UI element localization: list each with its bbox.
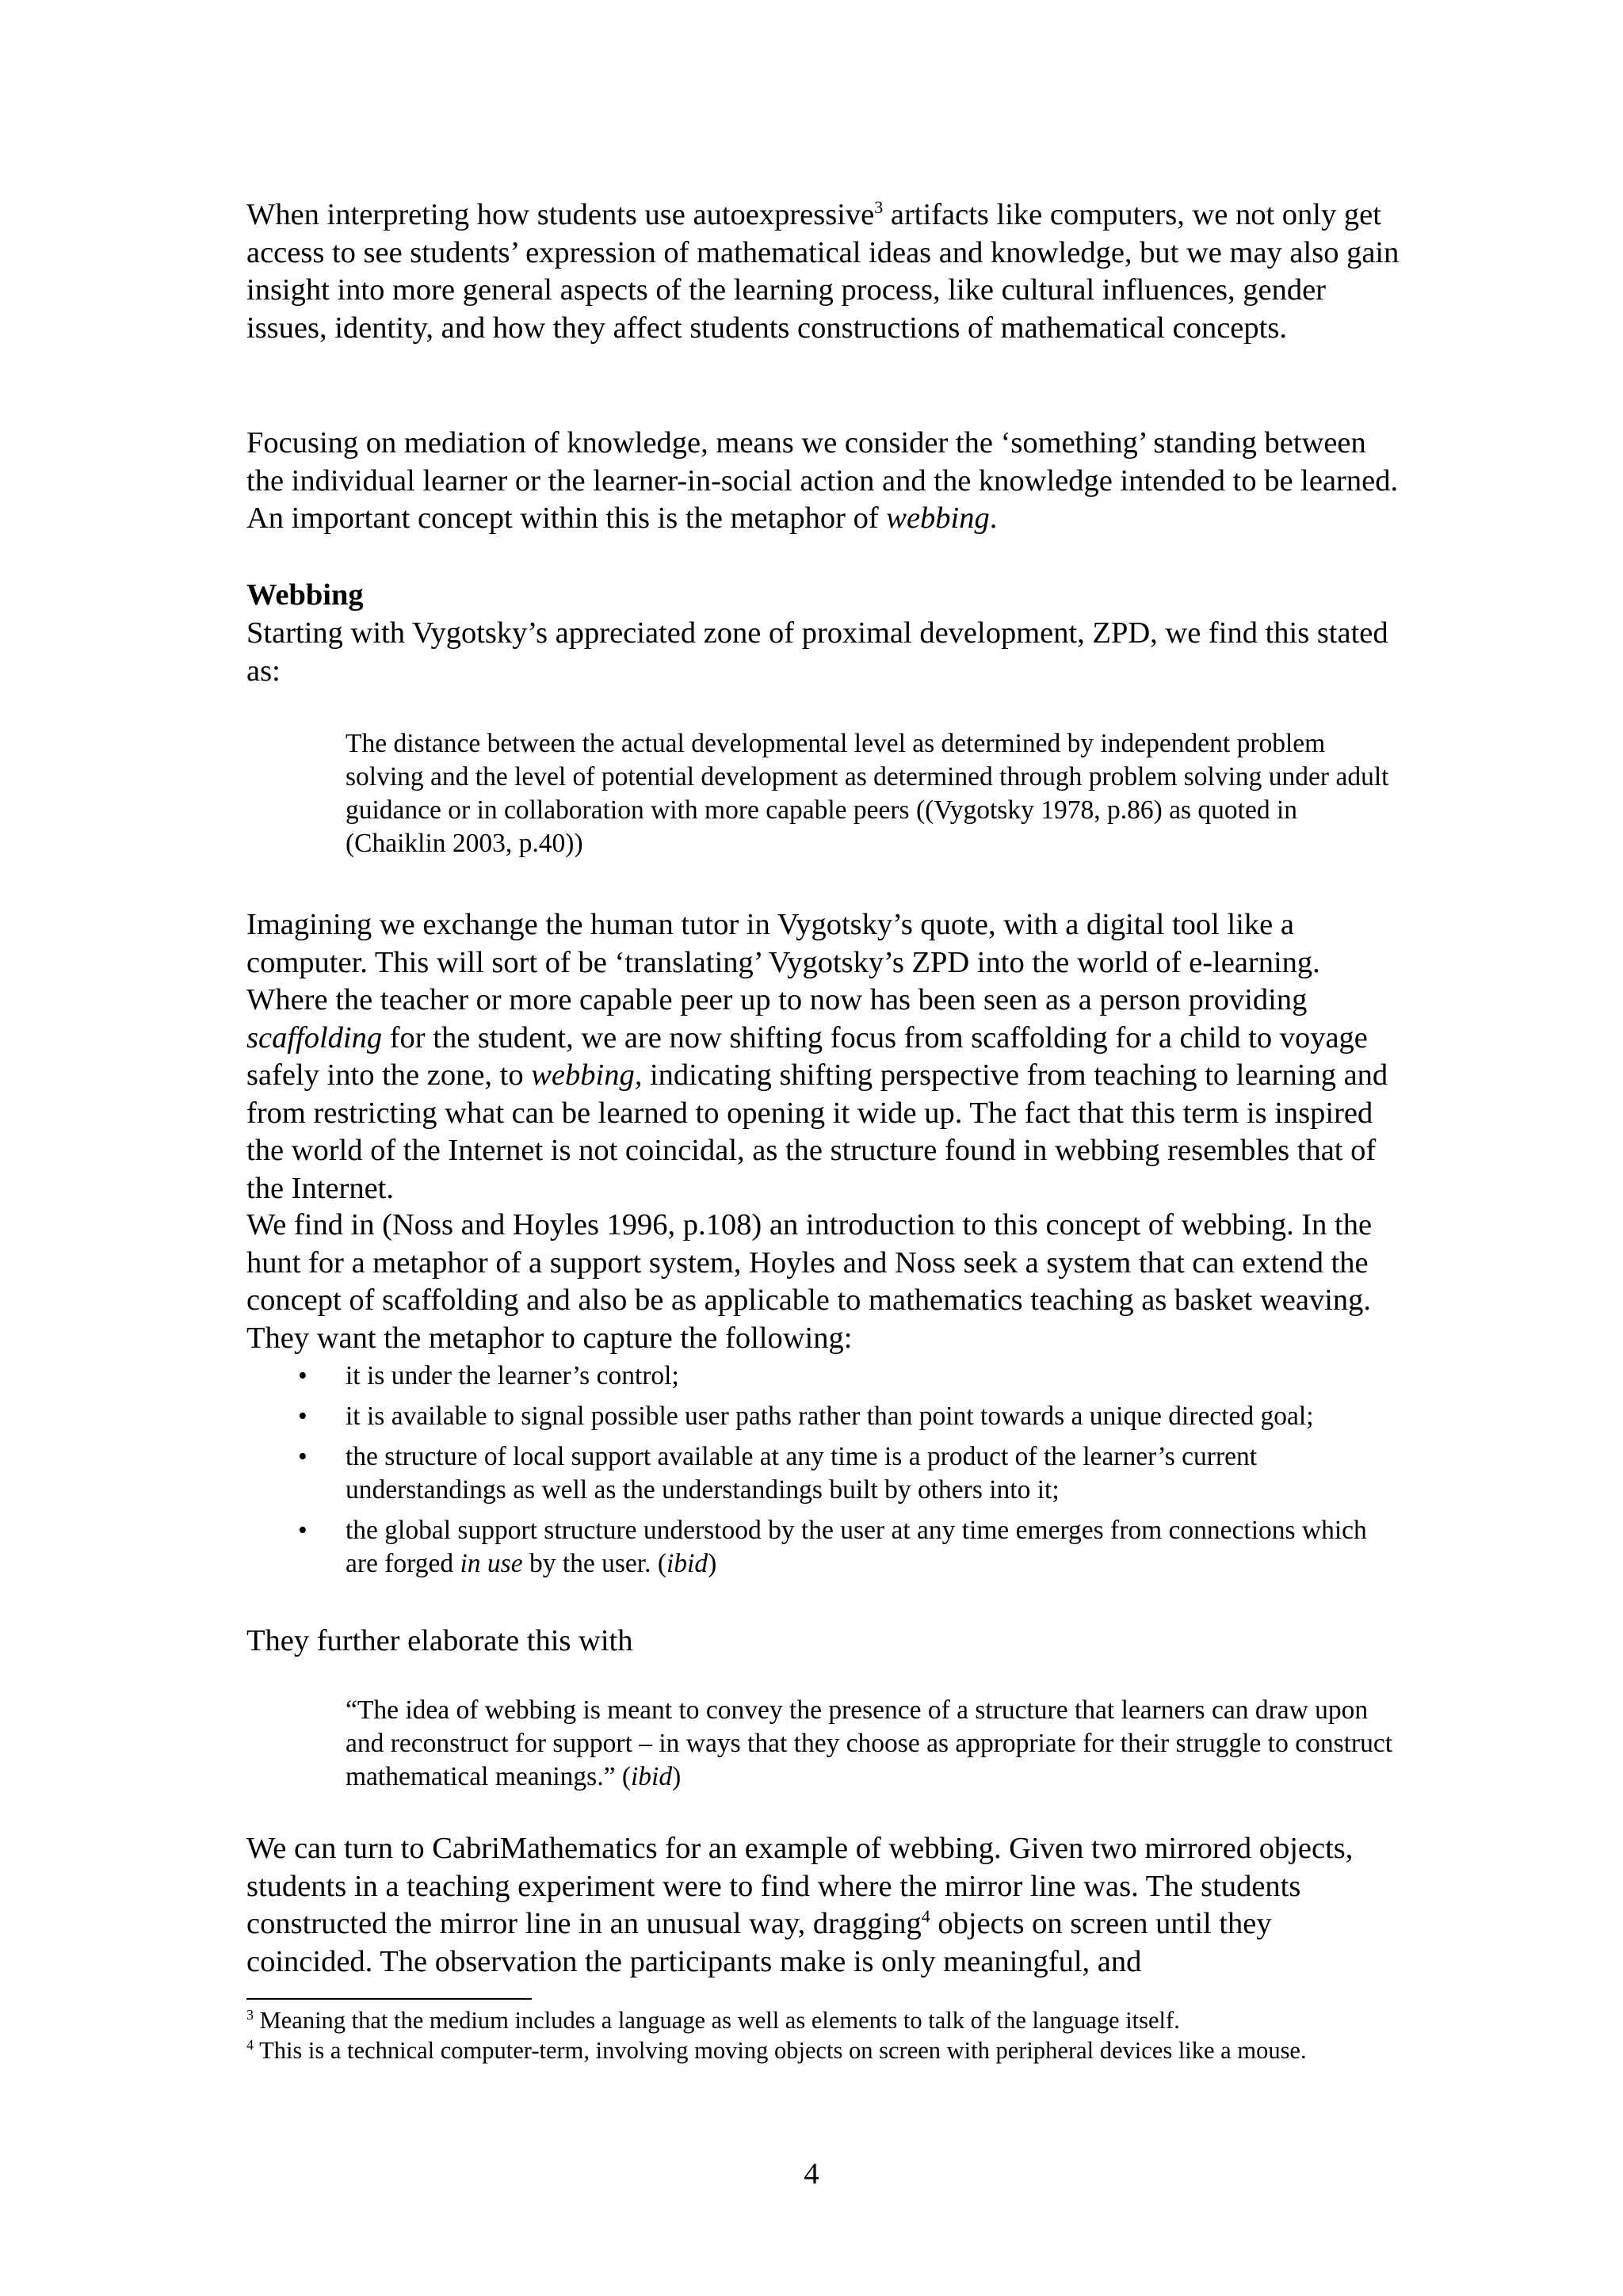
text-run: artifacts like computers, we not only get access to see students’ expression of mathematical ideas and knowledge, but we may also gain insight into more general aspects of the learning process, like cultural influences, gender issues, identity, and how they affect students constructions of mathematical concepts. xyxy=(246,198,1400,345)
footnote-4 xyxy=(246,2035,1403,2065)
list-item xyxy=(246,1360,1403,1393)
paragraph-digital-tool xyxy=(246,906,1403,1207)
footnotes xyxy=(246,2005,1403,2065)
emphasis-webbing: webbing, xyxy=(531,1058,643,1092)
footnote-ref-4[interactable]: 4 xyxy=(921,1906,930,1927)
emphasis-scaffolding: scaffolding xyxy=(246,1020,383,1055)
list-item xyxy=(246,1514,1403,1581)
text-run: Imagining we exchange the human tutor in Vygotsky’s quote, with a digital tool like a computer. This will sort of be ‘translating’ Vygotsky’s ZPD into the world of e-learning. Where the teacher or more capable peer up to now has been seen as a person providing xyxy=(246,908,1320,1016)
text-run: “The idea of webbing is meant to convey the presence of a structure that learners can draw upon and reconstruct for support – in ways that they choose as appropriate for their struggle to construct mathematical meanings.” ( xyxy=(346,1695,1393,1791)
bullet-icon: • xyxy=(298,1402,307,1431)
paragraph-autoexpressive xyxy=(246,196,1403,347)
emphasis-ibid: ibid xyxy=(630,1762,673,1791)
footnote-number: 3 xyxy=(246,2006,254,2023)
footnote-3 xyxy=(246,2005,1403,2035)
list-item-text: it is available to signal possible user paths rather than point towards a unique directed goal; xyxy=(346,1402,1314,1431)
footnote-number: 4 xyxy=(246,2036,254,2053)
emphasis-webbing: webbing xyxy=(886,502,990,535)
text-run: indicating shifting perspective from teaching to learning and from restricting what can be learned to opening it wide up. The fact that this term is inspired the world of the Internet is not coincidal, as the structure found in webbing resembles that of the Internet. xyxy=(246,1058,1388,1205)
list-item xyxy=(246,1400,1403,1433)
bullet-icon: • xyxy=(298,1516,307,1545)
section-heading-webbing: Webbing xyxy=(246,578,364,612)
block-quote-webbing xyxy=(346,1694,1400,1794)
list-item-text: ) xyxy=(708,1549,717,1578)
text-run: Focusing on mediation of knowledge, means we consider the ‘something’ standing between the individual learner or the learner-in-social action and the knowledge intended to be learned. An important concept within this is the metaphor of xyxy=(246,426,1399,535)
bullet-icon: • xyxy=(298,1361,307,1390)
footnote-separator xyxy=(246,1998,532,2000)
emphasis-ibid: ibid xyxy=(666,1549,708,1578)
list-item xyxy=(246,1440,1403,1507)
footnote-ref-3[interactable]: 3 xyxy=(874,197,884,218)
text-run: objects on screen until they coincided. The observation the participants make is only meaningful, and xyxy=(246,1907,1272,1978)
paragraph-further-elaborate: They further elaborate this with xyxy=(246,1624,633,1657)
emphasis-in-use: in use xyxy=(460,1549,523,1578)
text-run: ) xyxy=(672,1762,682,1791)
list-item-text: it is under the learner’s control; xyxy=(346,1361,679,1390)
bullet-list xyxy=(246,1360,1403,1588)
paragraph-mediation xyxy=(246,425,1403,538)
paragraph-noss-hoyles: We find in (Noss and Hoyles 1996, p.108) an introduction to this concept of webbing. In the hunt for a metaphor of a support system, Hoyles and Noss seek a system that can extend the concept of scaffolding and also be as applicable to mathematics teaching as basket weaving. They want the metaphor to capture the following: xyxy=(246,1208,1373,1355)
list-item-text: the global support structure understood by the user at any time emerges from connections which are forged xyxy=(346,1516,1367,1578)
bullet-icon: • xyxy=(298,1442,307,1471)
text-run: We can turn to CabriMathematics for an example of webbing. Given two mirrored objects, students in a teaching experiment were to find where the mirror line was. The students constructed the mirror line in an unusual way, dragging xyxy=(246,1832,1354,1940)
footnote-text: Meaning that the medium includes a language as well as elements to talk of the language itself. xyxy=(254,2007,1180,2034)
paragraph-zpd-intro: Starting with Vygotsky’s appreciated zone of proximal development, ZPD, we find this stated as: xyxy=(246,616,1388,688)
block-quote-vygotsky: The distance between the actual developmental level as determined by independent problem solving and the level of potential development as determined through problem solving under adult guidance or in collaboration with more capable peers ((Vygotsky 1978, p.86) as quoted in (Chaiklin 2003, p.40)) xyxy=(346,729,1389,858)
list-item-text: by the user. ( xyxy=(522,1549,666,1578)
text-run: . xyxy=(989,502,998,535)
text-run: When interpreting how students use autoexpressive xyxy=(246,198,875,231)
footnote-text: This is a technical computer-term, involving moving objects on screen with peripheral devices like a mouse. xyxy=(254,2037,1307,2064)
list-item-text: the structure of local support available at any time is a product of the learner’s current understandings as well as the understandings built by others into it; xyxy=(346,1442,1258,1505)
page-number: 4 xyxy=(804,2157,819,2191)
paragraph-cabri xyxy=(246,1830,1403,1981)
text-run: for the student, we are now shifting focus from scaffolding for a child to voyage safely into the zone, to xyxy=(246,1020,1368,1092)
